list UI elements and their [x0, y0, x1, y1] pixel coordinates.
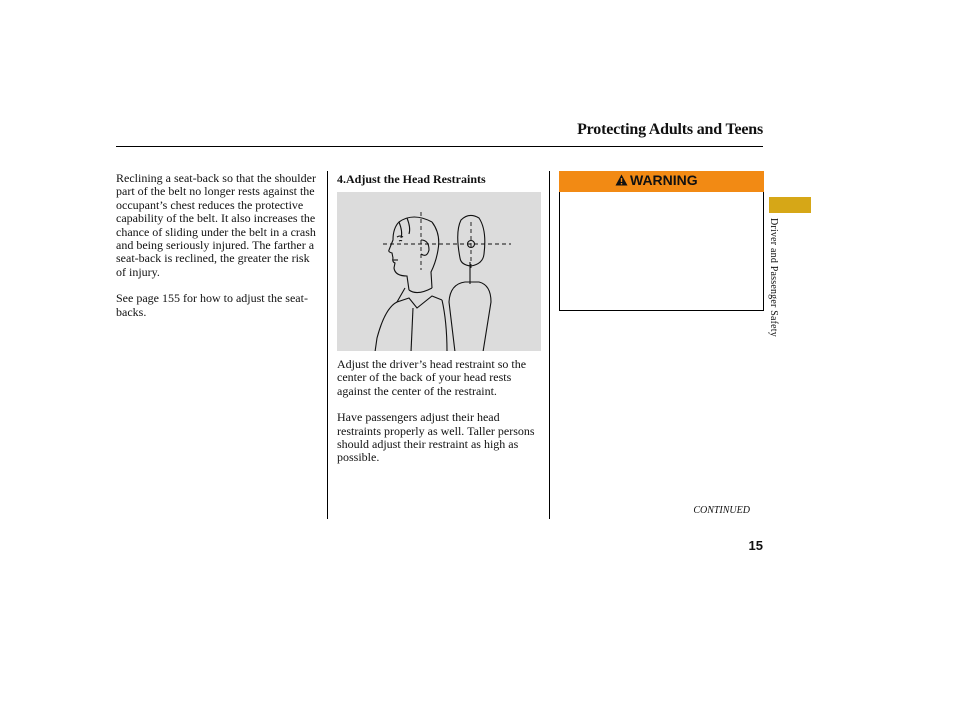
warning-banner: [559, 171, 764, 192]
paragraph-recline-warning: Reclining a seat-back so that the shoulder part of the belt no longer rests against the occupant’s chest reduces the protective capability of the belt. It also increases the chance of sliding under the belt in a crash and being seriously injured. The farther a seat-back is reclined, the greater the risk of injury.: [116, 171, 316, 279]
head-restraint-illustration: [337, 192, 541, 351]
column-divider-right: [549, 171, 550, 519]
paragraph-adjust-driver: Adjust the driver’s head restraint so the center of the back of your head rests against the center of the restraint.: [337, 357, 527, 398]
warning-text: WARNING: [630, 172, 698, 188]
section-heading: 4.Adjust the Head Restraints: [337, 172, 486, 186]
page-title: Protecting Adults and Teens: [577, 121, 763, 138]
header-rule: [116, 146, 763, 147]
warning-box: [559, 192, 764, 311]
section-tab: [769, 197, 811, 213]
warning-triangle-icon: [615, 174, 628, 186]
continued-label: CONTINUED: [693, 505, 750, 516]
section-tab-label: Driver and Passenger Safety: [768, 218, 779, 337]
page-number: 15: [748, 538, 763, 553]
head-restraint-illustration-icon: [337, 192, 541, 351]
column-divider-left: [327, 171, 328, 519]
paragraph-adjust-passengers: Have passengers adjust their head restraints properly as well. Taller persons should adjust their restraint as high as possible.: [337, 410, 535, 465]
middle-column-text: [337, 358, 543, 478]
left-column: [116, 172, 321, 332]
warning-label: [615, 172, 698, 188]
paragraph-see-page: See page 155 for how to adjust the seat-backs.: [116, 291, 308, 319]
